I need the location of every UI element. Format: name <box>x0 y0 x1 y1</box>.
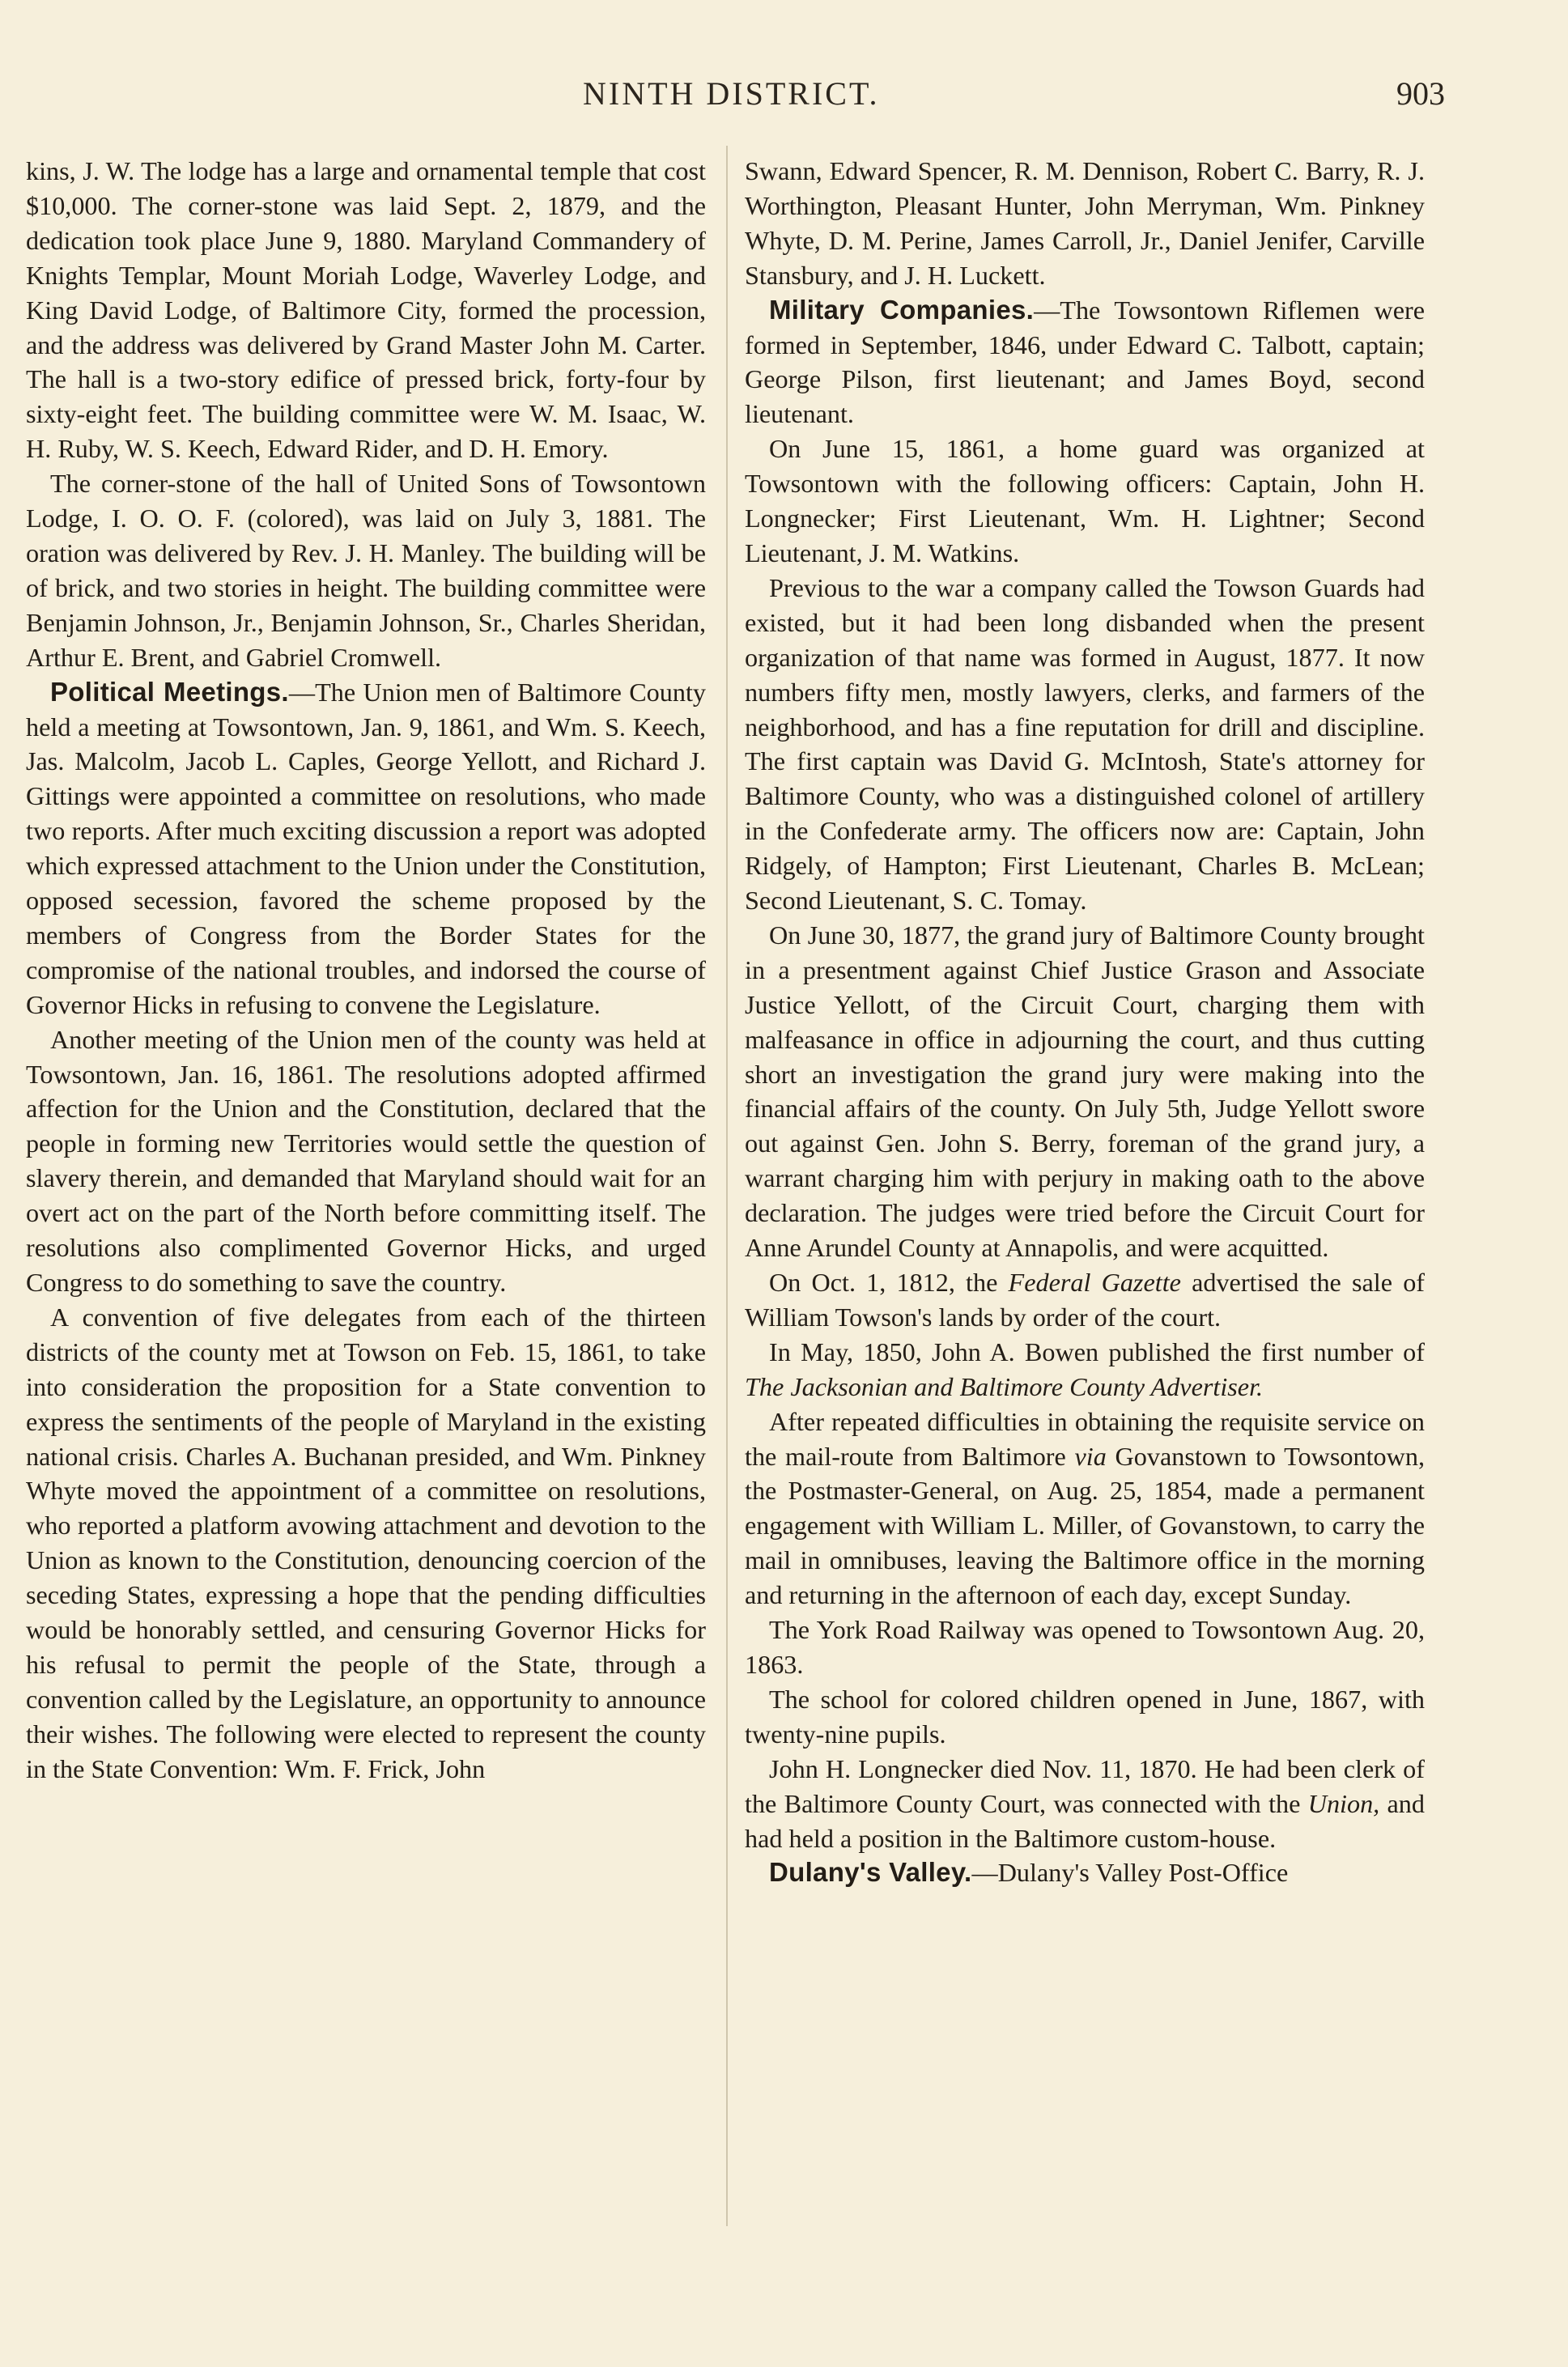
column-divider <box>726 146 728 2226</box>
paragraph: The corner-stone of the hall of United Sons of Towsontown Lodge, I. O. O. F. (colored), was laid on July 3, 1881. The oration was delivered by Rev. J. H. Manley. The building will be of brick, and two stories in height. The building committee were Benjamin Johnson, Jr., Benjamin Johnson, Sr., Charles Sheridan, Arthur E. Brent, and Gabriel Cromwell. <box>26 469 706 672</box>
paragraph: Swann, Edward Spencer, R. M. Dennison, Robert C. Barry, R. J. Worthington, Pleasant Hunter, John Merryman, Wm. Pinkney Whyte, D. M. Perine, James Carroll, Jr., Daniel Jenifer, Carville Stansbury, and J. H. Luckett. <box>745 156 1425 290</box>
section-heading-military-companies: Military Companies. <box>769 294 1035 325</box>
paragraph-text: —Dulany's Valley Post-Office <box>971 1858 1289 1888</box>
paragraph-text: Govanstown to Towsontown, the Postmaster-General, on Aug. 25, 1854, made a permanent engagement with William L. Miller, of Govanstown, to carry the mail in omnibuses, leaving the Baltimore office in the morning and returning in the afternoon of each day, except Sunday. <box>745 1441 1425 1610</box>
paragraph-text: —The Union men of Baltimore County held a meeting at Towsontown, Jan. 9, 1861, and Wm. S. Keech, Jas. Malcolm, Jacob L. Caples, George Yellott, and Richard J. Gittings were appointed a committee on resolutions, who made two reports. After much exciting discussion a report was adopted which expressed attachment to the Union under the Constitution, opposed secession, favored the scheme proposed by the members of Congress from the Border States for the compromise of the national troubles, and indorsed the course of Governor Hicks in refusing to convene the Legislature. <box>26 677 706 1019</box>
left-column <box>26 154 706 1787</box>
section-heading-political-meetings: Political Meetings. <box>50 676 289 707</box>
paragraph <box>745 1752 1425 1856</box>
italic-word: via <box>1074 1441 1107 1471</box>
paragraph-text: John H. Longnecker died Nov. 11, 1870. He had been clerk of the Baltimore County Court, was connected with the <box>745 1753 1425 1818</box>
paragraph-text: In May, 1850, John A. Bowen published the first number of <box>769 1336 1425 1366</box>
newspaper-title: The Jacksonian and Baltimore County Advertiser. <box>745 1371 1264 1401</box>
paragraph: The York Road Railway was opened to Towsontown Aug. 20, 1863. <box>745 1615 1425 1679</box>
page-number: 903 <box>1396 75 1445 112</box>
paragraph-text: advertised the sale of William Towson's lands by order of the court. <box>745 1268 1426 1332</box>
newspaper-title: Union, <box>1307 1788 1380 1818</box>
paragraph <box>26 675 706 1022</box>
paragraph-text: and had held a position in the Baltimore custom-house. <box>745 1788 1425 1853</box>
newspaper-title: Federal Gazette <box>1008 1268 1181 1297</box>
paragraph <box>745 1404 1425 1613</box>
paragraph: The school for colored children opened in June, 1867, with twenty-nine pupils. <box>745 1684 1425 1749</box>
paragraph <box>745 1335 1425 1404</box>
page-header <box>0 0 1568 121</box>
paragraph: On June 15, 1861, a home guard was organized at Towsontown with the following officers: Captain, John H. Longnecker; First Lieutenant, Wm. H. Lightner; Second Lieutenant, J. M. Watkins. <box>745 434 1425 567</box>
right-column <box>745 154 1425 1890</box>
paragraph: A convention of five delegates from each of the thirteen districts of the county met at Towson on Feb. 15, 1861, to take into consideration the proposition for a State convention to express the sentiments of the people of Maryland in the existing national crisis. Charles A. Buchanan presided, and Wm. Pinkney Whyte moved the appointment of a committee on resolutions, who reported a platform avowing attachment and devotion to the Union as known to the Constitution, denouncing coercion of the seceding States, expressing a hope that the pending difficulties would be honorably settled, and censuring Governor Hicks for his refusal to permit the people of the State, through a convention called by the Legislature, an opportunity to announce their wishes. The following were elected to represent the county in the State Convention: Wm. F. Frick, John <box>26 1302 706 1783</box>
section-heading-dulanys-valley: Dulany's Valley. <box>769 1857 972 1888</box>
paragraph <box>745 1855 1425 1890</box>
paragraph: Previous to the war a company called the Towson Guards had existed, but it had been long disbanded when the present organization of that name was formed in August, 1877. It now numbers fifty men, mostly lawyers, clerks, and farmers of the neighborhood, and has a fine reputation for drill and discipline. The first captain was David G. McIntosh, State's attorney for Baltimore County, who was a distinguished colonel of artillery in the Confederate army. The officers now are: Captain, John Ridgely, of Hampton; First Lieutenant, Charles B. McLean; Second Lieutenant, S. C. Tomay. <box>745 572 1425 916</box>
running-title: NINTH DISTRICT. <box>583 75 880 112</box>
paragraph: kins, J. W. The lodge has a large and ornamental temple that cost $10,000. The corner-stone was laid Sept. 2, 1879, and the dedication took place June 9, 1880. Maryland Commandery of Knights Templar, Mount Moriah Lodge, Waverley Lodge, and King David Lodge, of Baltimore City, formed the procession, and the address was delivered by Grand Master John M. Carter. The hall is a two-story edifice of pressed brick, forty-four by sixty-eight feet. The building committee were W. M. Isaac, W. H. Ruby, W. S. Keech, Edward Rider, and D. H. Emory. <box>26 156 706 464</box>
paragraph <box>745 293 1425 432</box>
paragraph: Another meeting of the Union men of the county was held at Towsontown, Jan. 16, 1861. The resolutions adopted affirmed affection for the Union and the Constitution, declared that the people in forming new Territories would settle the question of slavery therein, and demanded that Maryland should wait for an overt act on the part of the North before committing itself. The resolutions also complimented Governor Hicks, and urged Congress to do something to save the country. <box>26 1024 706 1297</box>
paragraph: On June 30, 1877, the grand jury of Baltimore County brought in a presentment against Chief Justice Grason and Associate Justice Yellott, of the Circuit Court, charging them with malfeasance in office in adjourning the court, and thus cutting short an investigation the grand jury were making into the financial affairs of the county. On July 5th, Judge Yellott swore out against Gen. John S. Berry, foreman of the grand jury, a warrant charging him with perjury in making oath to the above declaration. The judges were tried before the Circuit Court for Anne Arundel County at Annapolis, and were acquitted. <box>745 920 1425 1263</box>
paragraph <box>745 1265 1425 1335</box>
paragraph-text: After repeated difficulties in obtaining the requisite service on the mail-route from Baltimore <box>745 1406 1425 1471</box>
paragraph-text: On Oct. 1, 1812, the <box>769 1268 1009 1297</box>
paragraph-text: —The Towsontown Riflemen were formed in September, 1846, under Edward C. Talbott, captain; George Pilson, first lieutenant; and James Boyd, second lieutenant. <box>745 295 1425 429</box>
